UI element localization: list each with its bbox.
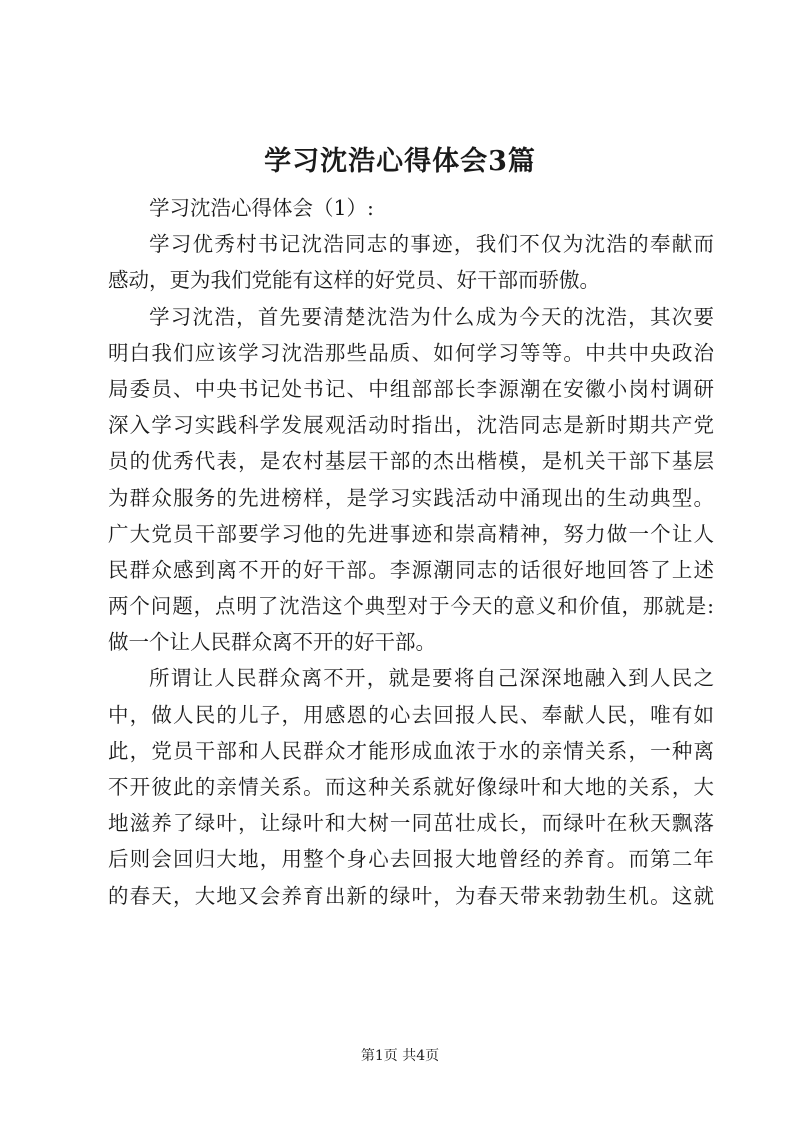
paragraph-line: 的春天，大地又会养育出新的绿叶，为春天带来勃勃生机。这就: [108, 883, 714, 908]
paragraph-line: 学习优秀村书记沈浩同志的事迹，我们不仅为沈浩的奉献而: [149, 232, 714, 257]
paragraph-line: 感动，更为我们党能有这样的好党员、好干部而骄傲。: [108, 268, 600, 293]
paragraph-line: 做一个让人民群众离不开的好干部。: [108, 630, 436, 655]
paragraph-line: 所谓让人民群众离不开，就是要将自己深深地融入到人民之: [149, 666, 714, 691]
paragraph-line: 明白我们应该学习沈浩那些品质、如何学习等等。中共中央政治: [108, 340, 714, 365]
paragraph-line: 此，党员干部和人民群众才能形成血浓于水的亲情关系，一种离: [108, 738, 714, 763]
paragraph-line: 为群众服务的先进榜样，是学习实践活动中涌现出的生动典型。: [108, 485, 714, 510]
page-indicator: 第1页 共4页: [360, 1048, 440, 1064]
paragraph-line: 不开彼此的亲情关系。而这种关系就好像绿叶和大地的关系，大: [108, 775, 714, 799]
paragraph-line: 两个问题，点明了沈浩这个典型对于今天的意义和价值，那就是:: [108, 594, 714, 619]
paragraph-line: 后则会回归大地，用整个身心去回报大地曾经的养育。而第二年: [108, 847, 714, 872]
paragraph-line: 广大党员干部要学习他的先进事迹和崇高精神，努力做一个让人: [108, 521, 714, 546]
section-heading: 学习沈浩心得体会（1）:: [149, 196, 374, 220]
document-body: [108, 190, 714, 914]
page-title: 学习沈浩心得体会3篇: [264, 146, 536, 177]
paragraph-line: 学习沈浩，首先要清楚沈浩为什么成为今天的沈浩，其次要: [149, 304, 714, 329]
paragraph-line: 民群众感到离不开的好干部。李源潮同志的话很好地回答了上述: [108, 557, 714, 582]
paragraph-line: 局委员、中央书记处书记、中组部部长李源潮在安徽小岗村调研: [108, 376, 714, 401]
paragraph-line: 员的优秀代表，是农村基层干部的杰出楷模，是机关干部下基层: [108, 449, 714, 474]
paragraph-line: 地滋养了绿叶，让绿叶和大树一同茁壮成长，而绿叶在秋天飘落: [108, 811, 714, 836]
paragraph-line: 中，做人民的儿子，用感恩的心去回报人民、奉献人民，唯有如: [108, 702, 714, 727]
paragraph-line: 深入学习实践科学发展观活动时指出，沈浩同志是新时期共产党: [108, 413, 714, 438]
